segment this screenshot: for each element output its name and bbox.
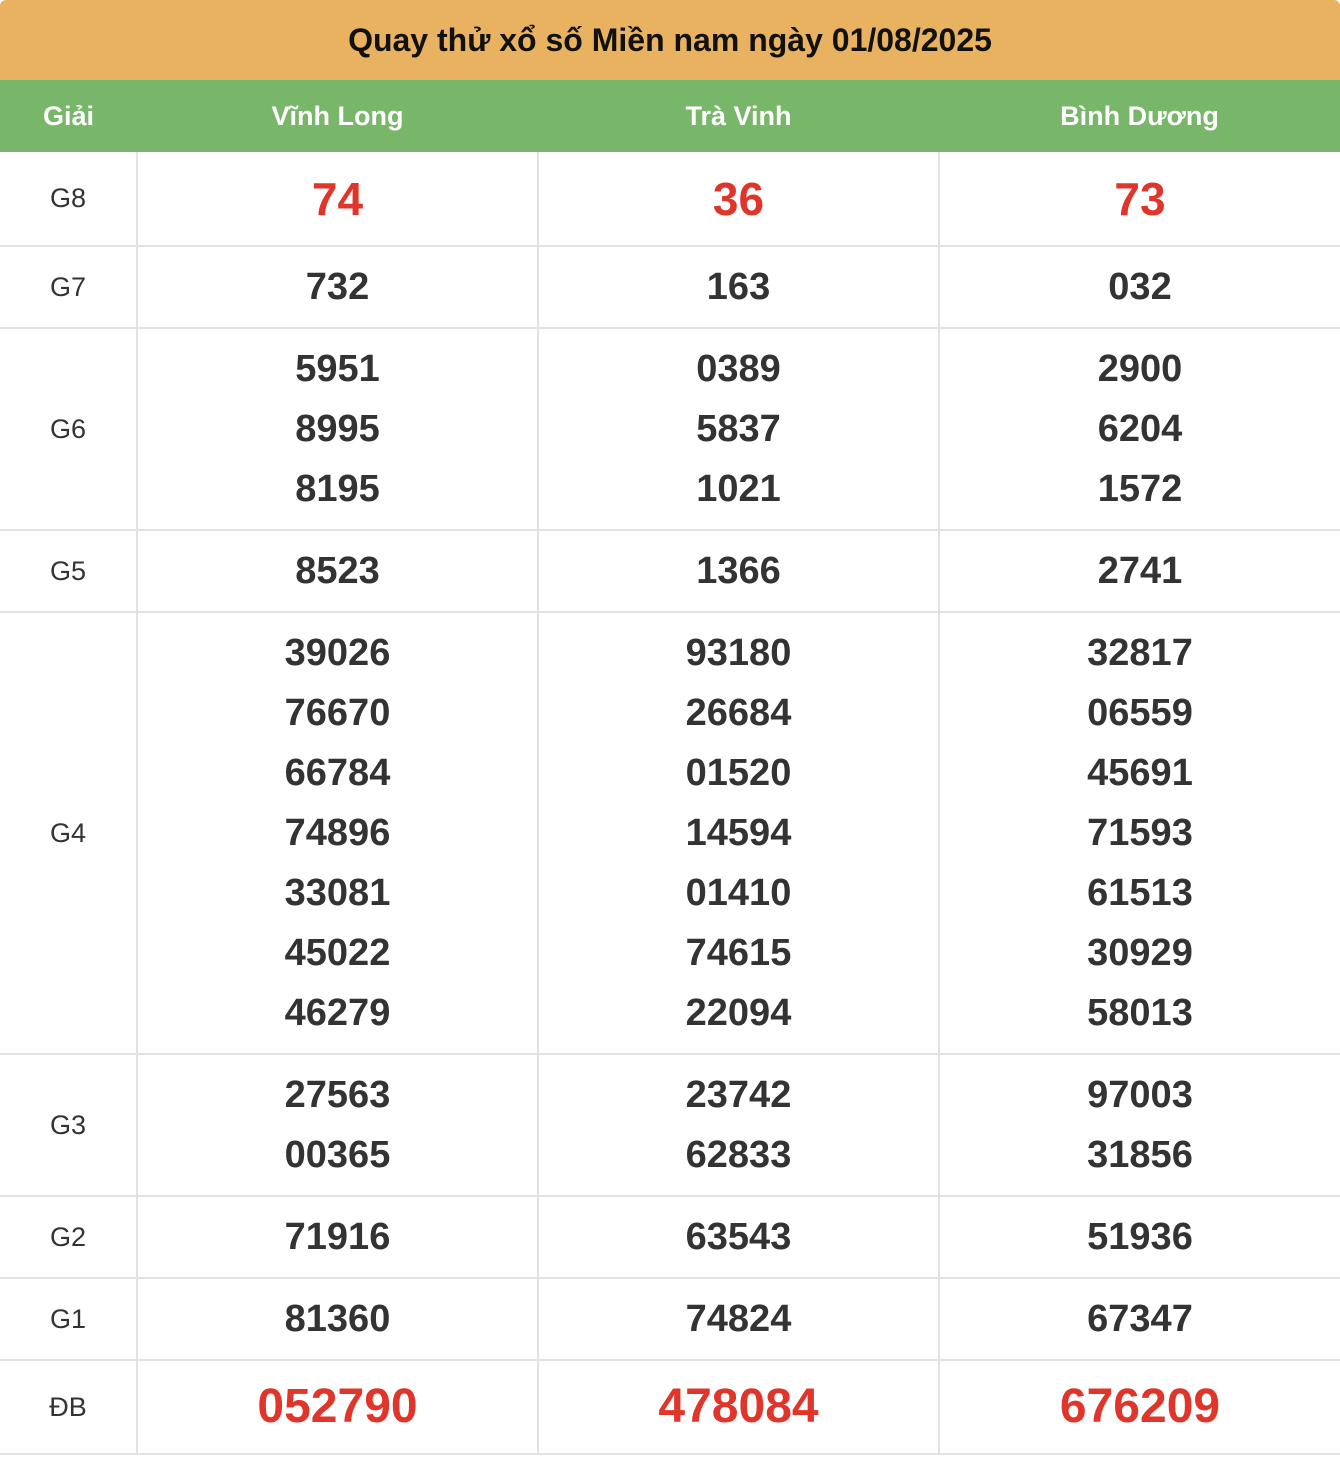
prize-label: G1: [0, 1278, 137, 1360]
prize-label: G4: [0, 612, 137, 1054]
header-province-3: Bình Dương: [1060, 100, 1219, 131]
result-cell: [939, 1054, 1340, 1196]
prize-number: 36: [712, 172, 765, 225]
result-cell: [137, 530, 538, 612]
table-row: [0, 152, 1340, 246]
result-cell: [939, 328, 1340, 530]
prize-number: 163: [706, 266, 771, 308]
table-row: [0, 1360, 1340, 1454]
prize-number: 73: [1114, 172, 1166, 225]
prize-label: G8: [0, 152, 137, 246]
prize-label: G3: [0, 1054, 137, 1196]
prize-number: 74615: [685, 932, 792, 974]
result-cell: [939, 612, 1340, 1054]
table-row: [0, 530, 1340, 612]
table-row: [0, 1054, 1340, 1196]
result-cell: [538, 152, 939, 246]
prize-label: G2: [0, 1196, 137, 1278]
table-row: [0, 328, 1340, 530]
prize-number: 8195: [295, 468, 380, 510]
prize-number: 61513: [1087, 872, 1193, 914]
prize-number: 97003: [1087, 1074, 1193, 1116]
table-row: [0, 1278, 1340, 1360]
header-province-1: Vĩnh Long: [271, 100, 404, 131]
prize-number: 5951: [295, 348, 380, 390]
result-cell: [538, 530, 939, 612]
prize-number: 63543: [685, 1216, 792, 1258]
prize-number: 14594: [685, 812, 792, 854]
result-cell: [137, 1054, 538, 1196]
prize-number: 00365: [284, 1134, 391, 1176]
prize-number: 46279: [284, 992, 391, 1034]
prize-number: 8523: [295, 550, 380, 592]
result-cell: [137, 246, 538, 328]
prize-number: 06559: [1087, 692, 1193, 734]
prize-number: 1021: [696, 468, 781, 510]
prize-number: 1572: [1097, 468, 1183, 510]
prize-number: 1366: [696, 550, 781, 592]
prize-number: 62833: [685, 1134, 792, 1176]
result-cell: [538, 612, 939, 1054]
result-cell: [939, 246, 1340, 328]
table-header-row: [0, 80, 1340, 152]
result-cell: [939, 1278, 1340, 1360]
prize-number: 01410: [685, 872, 792, 914]
result-cell: [137, 152, 538, 246]
result-cell: [538, 328, 939, 530]
prize-number: 67347: [1087, 1298, 1193, 1340]
prize-number: 71593: [1087, 812, 1193, 854]
prize-number: 8995: [295, 408, 380, 450]
result-cell: [538, 1054, 939, 1196]
prize-number: 58013: [1087, 992, 1193, 1034]
prize-number: 30929: [1087, 932, 1193, 974]
page-title: Quay thử xổ số Miền nam ngày 01/08/2025: [0, 0, 1340, 80]
result-cell: [538, 246, 939, 328]
prize-label: G5: [0, 530, 137, 612]
result-cell: [538, 1278, 939, 1360]
prize-number: 2741: [1097, 550, 1183, 592]
result-cell: [538, 1360, 939, 1454]
result-cell: [137, 328, 538, 530]
prize-number: 23742: [685, 1074, 792, 1116]
prize-number: 93180: [685, 632, 792, 674]
result-cell: [939, 1360, 1340, 1454]
prize-number: 33081: [284, 872, 391, 914]
prize-number: 76670: [284, 692, 391, 734]
prize-number: 732: [305, 266, 370, 308]
prize-number: 26684: [685, 692, 792, 734]
prize-number: 32817: [1087, 632, 1193, 674]
prize-number: 71916: [284, 1216, 391, 1258]
prize-number: 74896: [284, 812, 391, 854]
prize-number: 81360: [284, 1298, 391, 1340]
prize-number: 45022: [284, 932, 391, 974]
prize-number: 74824: [685, 1298, 792, 1340]
result-cell: [137, 612, 538, 1054]
prize-number: 2900: [1097, 348, 1183, 390]
table-row: [0, 1196, 1340, 1278]
header-prize: Giải: [42, 100, 95, 131]
prize-label: ĐB: [0, 1360, 137, 1454]
prize-number: 31856: [1087, 1134, 1193, 1176]
prize-number: 27563: [284, 1074, 391, 1116]
result-cell: [939, 1196, 1340, 1278]
prize-number: 5837: [696, 408, 781, 450]
header-province-2: Trà Vinh: [685, 100, 792, 131]
prize-number: 45691: [1087, 752, 1193, 794]
result-cell: [939, 152, 1340, 246]
prize-label: G6: [0, 328, 137, 530]
prize-number: 66784: [284, 752, 391, 794]
prize-number: 51936: [1087, 1216, 1193, 1258]
special-prize-number: 478084: [658, 1380, 819, 1433]
prize-number: 032: [1108, 266, 1172, 308]
prize-number: 74: [311, 172, 364, 225]
prize-number: 22094: [685, 992, 792, 1034]
table-row: [0, 612, 1340, 1054]
results-body: [0, 152, 1340, 1454]
table-row: [0, 246, 1340, 328]
prize-number: 01520: [685, 752, 792, 794]
prize-number: 0389: [696, 348, 781, 390]
special-prize-number: 676209: [1059, 1380, 1221, 1433]
result-cell: [538, 1196, 939, 1278]
result-cell: [137, 1360, 538, 1454]
prize-number: 39026: [284, 632, 391, 674]
result-cell: [137, 1196, 538, 1278]
prize-number: 6204: [1097, 408, 1183, 450]
results-table: [0, 80, 1340, 1455]
prize-label: G7: [0, 246, 137, 328]
special-prize-number: 052790: [257, 1380, 418, 1433]
result-cell: [137, 1278, 538, 1360]
result-cell: [939, 530, 1340, 612]
